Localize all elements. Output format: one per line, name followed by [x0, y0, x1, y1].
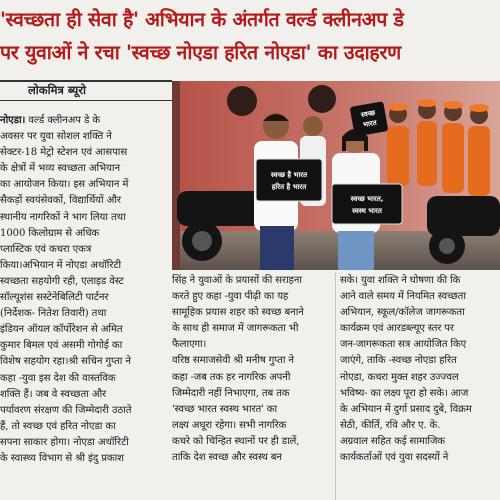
paragraph-line: स्थानीय नागरिकों ने भाग लिया तथा [0, 211, 126, 223]
paragraph-line: सामूहिक प्रयास शहर को स्वच्छ बनाने [172, 307, 304, 319]
byline-rule-top [0, 80, 172, 82]
paragraph-line: अवसर पर युवा सोशल शक्ति ने [0, 131, 112, 143]
sign-left-line-2: हरित है भारत [271, 183, 307, 191]
paragraph-line: कार्यक्रम एवं आरडब्ल्यूए स्तर पर [340, 323, 454, 335]
paragraph-line: सेक्टर-18 मेट्रो स्टेशन एवं आसपास [0, 147, 128, 159]
paragraph-line: स्वच्छता सहयोगी रही, एलाइड वेस्ट [0, 275, 124, 287]
photo-illustration [172, 81, 500, 270]
paragraph-line: के साथ ही समाज में जागरूकता भी [172, 323, 299, 335]
paragraph-line: विशेष सहयोग रहा।श्री सचिन गुप्ता ने [0, 356, 131, 368]
paragraph-line: जिम्मेदारी नहीं निभाएगा, तब तक [172, 387, 290, 399]
dateline: नोएडा। [0, 115, 26, 126]
paragraph-line: पर्यावरण संरक्षण की जिम्मेदारी उठाते [0, 404, 132, 416]
paragraph-line: लक्ष्य अधूरा रहेगा। सभी नागरिक [172, 419, 287, 431]
paragraph-line: 'स्वच्छ भारत स्वस्थ भारत' का [172, 403, 277, 415]
paragraph-text: वर्ल्ड क्लीनअप डे के [25, 115, 101, 126]
article-column-3 [340, 273, 500, 500]
paragraph-line: भविष्य- का लक्ष्य पूरा हो सके। आज [340, 387, 469, 399]
paragraph-line: शक्ति हैं। जब वे स्वच्छता और [0, 388, 107, 400]
paragraph-line: सपना साकार होगा। नोएडा अथॉरिटी [0, 436, 129, 448]
paragraph-line: आने वाले समय में नियमित स्वच्छता [340, 291, 466, 303]
paragraph-line: का आयोजन किया। इस अभियान में [0, 179, 129, 191]
sign-center-line-2: स्वस्थ भारत [352, 207, 382, 215]
paragraph-line: हैं, तो स्वच्छ एवं हरित नोएडा का [0, 420, 116, 432]
sign-top-line-1: स्वच्छ [360, 108, 376, 120]
article-column-1 [0, 113, 166, 500]
paragraph-line: वरिष्ठ समाजसेवी श्री मनीष गुप्ता ने [172, 355, 294, 367]
paragraph-line: फैलाएगा। [172, 339, 207, 351]
paragraph-line: करते हुए कहा -युवा पीढ़ी का यह [172, 291, 289, 303]
paragraph-line: सॉल्यूशंस सस्टेनेबिलिटी पार्टनर [0, 292, 109, 304]
paragraph-line: कार्यकर्ताओं एवं युवा सदस्यों ने [340, 452, 449, 464]
paragraph-line: इंडियन ऑयल कॉर्पोरेशन से अमित [0, 324, 123, 336]
byline-rule-bottom [0, 100, 172, 101]
paragraph-line: के स्वास्थ्य विभाग से श्री इंदु प्रकाश [0, 452, 124, 464]
sign-center-line-1: स्वच्छ भारत, [350, 195, 384, 203]
paragraph-line: किया।अभियान में नोएडा अथॉरिटी [0, 259, 122, 271]
news-photo [172, 81, 500, 270]
paragraph-line: ताकि देश स्वच्छ और स्वस्थ बन [172, 452, 282, 464]
paragraph-line: के अभियान में दुर्गा प्रसाद दुबे, विक्रम [340, 403, 472, 415]
paragraph-line: अग्रवाल सहित कई सामाजिक [340, 435, 445, 447]
paragraph-line: कहा -जब तक हर नागरिक अपनी [172, 371, 291, 383]
column-divider [335, 273, 336, 500]
paragraph-line: जाएंगे, ताकि -स्वच्छ नोएडा हरित [340, 355, 457, 367]
paragraph-line: सिंह ने युवाओं के प्रयासों की सराहना [172, 275, 302, 286]
headline [0, 0, 500, 80]
paragraph-line: नोएडा, कचरा मुक्त शहर उज्ज्वल [340, 371, 459, 383]
article-column-2 [172, 273, 332, 500]
paragraph-line: सेठी, कीर्ति, रवि और ए. के. [340, 419, 441, 431]
headline-line-1: 'स्वच्छता ही सेवा है' अभियान के अंतर्गत वर्ल्ड क्लीनअप डे [0, 8, 404, 31]
paragraph-line: कहा -युवा इस देश की वास्तविक [0, 372, 116, 384]
paragraph-line: जन-जागरूकता सत्र आयोजित किए [340, 339, 467, 351]
paragraph-line: 1000 किलोग्राम से अधिक [0, 227, 100, 239]
paragraph-line: अभियान, स्कूल/कॉलेज जागरूकता [340, 307, 465, 319]
byline: लोकमित्र ब्यूरो [28, 83, 87, 97]
headline-line-2: पर युवाओं ने रचा 'स्वच्छ नोएडा हरित नोएडा' का उदाहरण [0, 41, 401, 64]
paragraph-line: सके। युवा शक्ति ने घोषणा की कि [340, 275, 461, 286]
paragraph-line: के क्षेत्रों में भव्य स्वच्छता अभियान [0, 163, 120, 175]
paragraph-line: प्लास्टिक एवं कचरा एकत्र [0, 243, 92, 255]
paragraph-line: (निर्देशक- नितेश तिवारी) तथा [0, 308, 107, 320]
paragraph-line [0, 113, 166, 129]
sign-top-line-2: भारत [362, 118, 378, 130]
paragraph-line: कचरे को चिन्हित स्थानों पर ही डालें, [172, 435, 300, 447]
sign-left-line-1: स्वच्छ है भारत [270, 171, 308, 179]
paragraph-line: सैकड़ों स्वयंसेवकों, विद्यार्थियों और [0, 195, 121, 207]
paragraph-line: कुमार बिमल एवं असमी गोगोई का [0, 340, 123, 352]
